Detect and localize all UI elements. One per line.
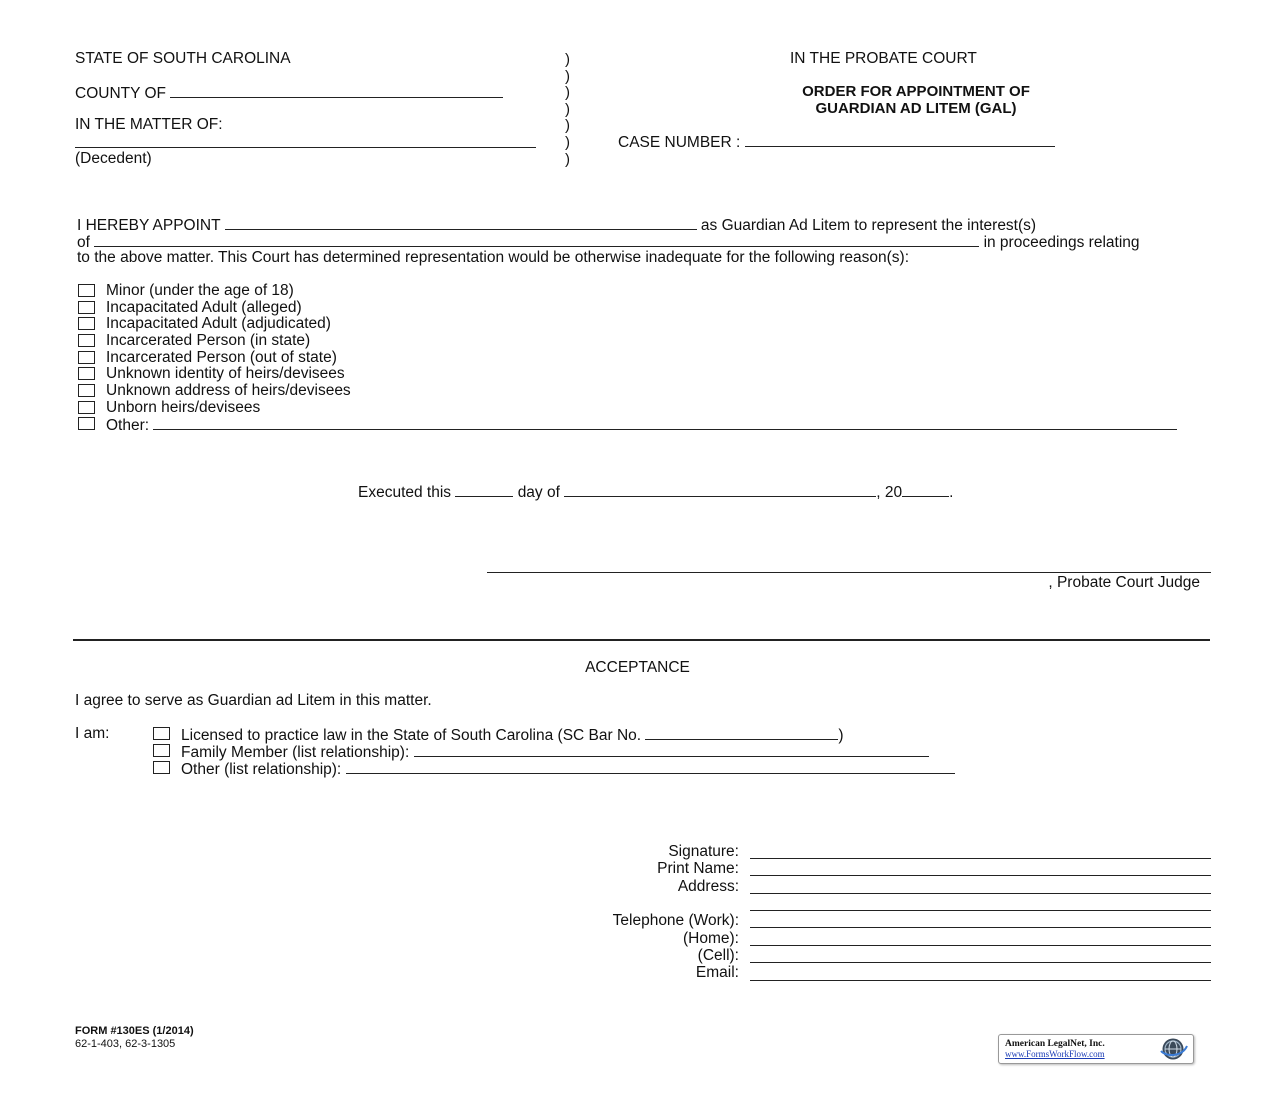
form-number: FORM #130ES (1/2014) <box>75 1025 194 1037</box>
paren: ) <box>565 151 570 168</box>
paren: ) <box>565 51 570 68</box>
interest-of-field[interactable] <box>94 233 979 247</box>
reason-label: Unknown identity of heirs/devisees <box>106 365 345 382</box>
matter-field[interactable] <box>75 147 536 148</box>
judge-signature-line[interactable] <box>487 572 1211 573</box>
other-reason-field[interactable] <box>153 416 1177 430</box>
reason-intro: to the above matter. This Court has determined representation would be otherwise inadequate for the following reason(s): <box>77 249 910 266</box>
reason-label: Incarcerated Person (in state) <box>106 332 311 349</box>
family-member-row <box>181 743 929 761</box>
email-field[interactable] <box>750 980 1211 981</box>
form-title-line2: GUARDIAN AD LITEM (GAL) <box>815 100 1017 117</box>
section-divider <box>73 639 1210 641</box>
reason-checkbox[interactable] <box>78 351 95 364</box>
appoint-row <box>77 216 1036 234</box>
proceedings-text: in proceedings relating <box>983 234 1140 251</box>
address-field-line2[interactable] <box>750 910 1211 911</box>
paren: ) <box>565 134 570 151</box>
reason-other-row <box>106 416 1177 434</box>
reason-label: Minor (under the age of 18) <box>106 282 294 299</box>
reason-checkbox[interactable] <box>78 384 95 397</box>
court-heading: IN THE PROBATE COURT <box>790 50 977 67</box>
other-relationship-label: Other (list relationship): <box>181 761 342 778</box>
statute-references: 62-1-403, 62-3-1305 <box>75 1038 176 1050</box>
case-number-label: CASE NUMBER : <box>618 134 741 151</box>
reason-label: Unknown address of heirs/devisees <box>106 382 351 399</box>
appoint-label: I HEREBY APPOINT <box>77 217 221 234</box>
reason-checkbox[interactable] <box>78 367 95 380</box>
licensed-attorney-checkbox[interactable] <box>153 727 170 740</box>
telephone-cell-label: (Cell): <box>697 947 739 964</box>
signature-field[interactable] <box>750 858 1211 859</box>
reason-checkbox[interactable] <box>78 317 95 330</box>
reason-checkbox[interactable] <box>78 301 95 314</box>
licensed-attorney-label: Licensed to practice law in the State of South Carolina (SC Bar No. <box>181 727 642 744</box>
of-row <box>77 233 1140 251</box>
reason-label: Unborn heirs/devisees <box>106 399 261 416</box>
close-paren: ) <box>838 727 844 744</box>
logo-website-link[interactable]: www.FormsWorkFlow.com <box>1005 1049 1105 1059</box>
other-relationship-field[interactable] <box>346 760 955 774</box>
state-heading: STATE OF SOUTH CAROLINA <box>75 50 291 67</box>
print-name-field[interactable] <box>750 875 1211 876</box>
form-title-line1: ORDER FOR APPOINTMENT OF <box>802 83 1030 100</box>
i-am-label: I am: <box>75 725 110 742</box>
other-relationship-checkbox[interactable] <box>153 761 170 774</box>
executed-row <box>358 483 953 501</box>
case-number-row <box>618 133 1055 151</box>
telephone-home-field[interactable] <box>750 945 1211 946</box>
reason-checkbox-other[interactable] <box>78 417 95 430</box>
period: . <box>949 484 954 501</box>
telephone-work-field[interactable] <box>750 927 1211 928</box>
family-member-label: Family Member (list relationship): <box>181 744 410 761</box>
sc-bar-number-field[interactable] <box>645 726 838 740</box>
reason-label: Incarcerated Person (out of state) <box>106 349 337 366</box>
family-member-checkbox[interactable] <box>153 744 170 757</box>
executed-this-label: Executed this <box>358 484 452 501</box>
signature-label: Signature: <box>668 843 739 860</box>
american-legalnet-logo[interactable] <box>998 1034 1194 1064</box>
paren: ) <box>565 68 570 85</box>
reason-checkbox[interactable] <box>78 334 95 347</box>
agree-text: I agree to serve as Guardian ad Litem in this matter. <box>75 692 432 709</box>
telephone-cell-field[interactable] <box>750 962 1211 963</box>
case-number-field[interactable] <box>745 133 1055 147</box>
paren: ) <box>565 101 570 118</box>
logo-company-name: American LegalNet, Inc. <box>1005 1039 1105 1049</box>
address-field[interactable] <box>750 893 1211 894</box>
acceptance-title: ACCEPTANCE <box>585 659 690 676</box>
telephone-home-label: (Home): <box>683 930 739 947</box>
reason-label: Incapacitated Adult (alleged) <box>106 299 302 316</box>
county-field[interactable] <box>170 84 503 98</box>
globe-icon <box>1156 1037 1190 1061</box>
appointee-field[interactable] <box>225 216 697 230</box>
address-label: Address: <box>677 878 739 895</box>
day-of-label: day of <box>517 484 560 501</box>
paren: ) <box>565 117 570 134</box>
family-relationship-field[interactable] <box>414 743 929 757</box>
month-field[interactable] <box>564 483 876 497</box>
paren: ) <box>565 84 570 101</box>
print-name-label: Print Name: <box>657 860 739 877</box>
as-gal-text: as Guardian Ad Litem to represent the interest(s) <box>700 217 1037 234</box>
matter-label: IN THE MATTER OF: <box>75 116 223 133</box>
reason-label: Other: <box>106 417 150 434</box>
other-relationship-row <box>181 760 955 778</box>
decedent-label: (Decedent) <box>75 150 152 167</box>
telephone-work-label: Telephone (Work): <box>612 912 739 929</box>
reason-checkbox[interactable] <box>78 401 95 414</box>
email-label: Email: <box>695 964 739 981</box>
judge-label: , Probate Court Judge <box>1048 574 1200 591</box>
county-label: COUNTY OF <box>75 85 166 102</box>
county-row <box>75 84 503 102</box>
licensed-attorney-row <box>181 726 844 744</box>
day-field[interactable] <box>455 483 513 497</box>
reason-label: Incapacitated Adult (adjudicated) <box>106 315 331 332</box>
year-prefix: , 20 <box>876 484 903 501</box>
year-field[interactable] <box>902 483 949 497</box>
of-label: of <box>77 234 90 251</box>
reason-checkbox[interactable] <box>78 284 95 297</box>
